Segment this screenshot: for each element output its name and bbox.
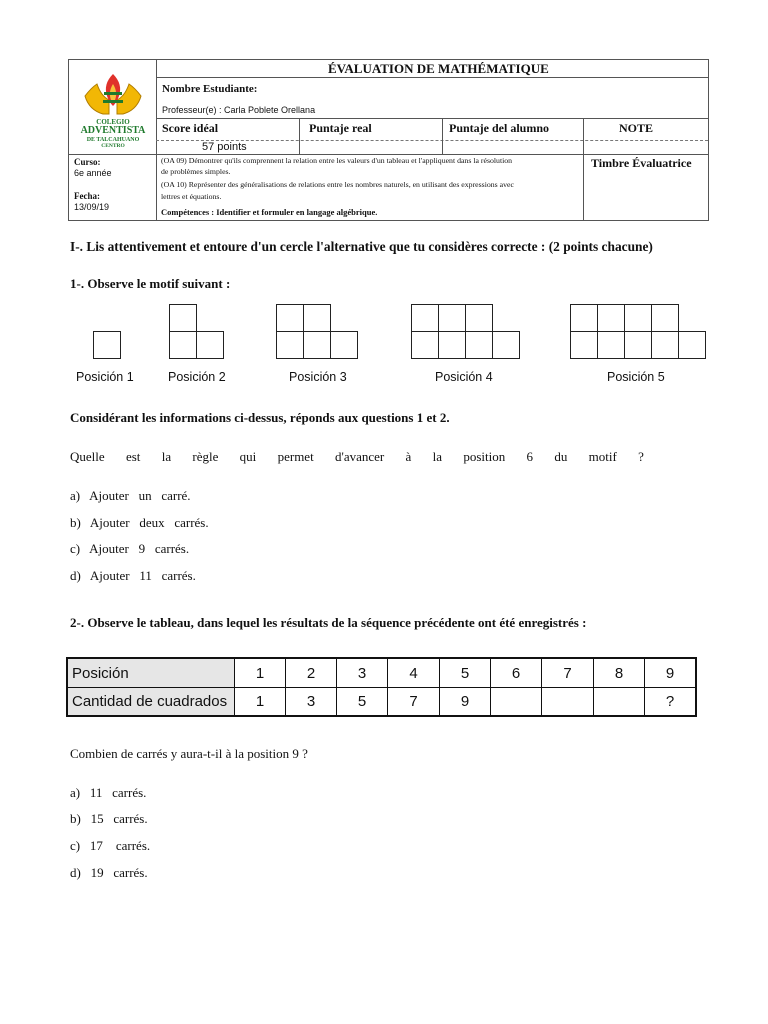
- answer-option-b[interactable]: b) Ajouter deux carrés.: [70, 515, 209, 530]
- answer-option-d[interactable]: d) Ajouter 11 carrés.: [70, 568, 196, 583]
- table-cell: 6: [511, 664, 521, 682]
- curso-label: Curso:: [74, 157, 101, 167]
- table-row-label: Posición: [68, 659, 234, 687]
- fecha-label: Fecha:: [74, 191, 100, 201]
- pattern-square: [438, 331, 466, 359]
- score-value: 57 points: [202, 141, 247, 153]
- question-2-text: Combien de carrés y aura-t-il à la position 9 ?: [70, 746, 308, 761]
- logo-line: ADVENTISTA: [80, 125, 146, 136]
- pattern-square: [196, 331, 224, 359]
- objective-oa10-cont: lettres et équations.: [161, 192, 222, 201]
- pattern-square: [570, 304, 598, 332]
- table-cell-blank[interactable]: [542, 688, 593, 715]
- table-cell-blank[interactable]: [594, 688, 644, 715]
- table-cell: 3: [306, 693, 316, 710]
- question-word: permet: [277, 449, 314, 464]
- pattern-square: [624, 331, 652, 359]
- pattern-square: [492, 331, 520, 359]
- question-word: est: [125, 449, 141, 464]
- table-row-label: Cantidad de cuadrados: [68, 688, 234, 715]
- pattern-square: [651, 331, 679, 359]
- table-cell: 8: [614, 664, 624, 682]
- table-cell: 5: [460, 664, 470, 682]
- question-1-heading: 1-. Observe le motif suivant :: [70, 276, 231, 291]
- pattern-square: [169, 331, 197, 359]
- answer-option-a[interactable]: a) 11 carrés.: [70, 785, 147, 800]
- score-ideal-header: Score idéal: [162, 121, 219, 135]
- pattern-square: [624, 304, 652, 332]
- pattern-square: [597, 304, 625, 332]
- table-cell: 5: [357, 693, 367, 710]
- curso-value: 6e année: [74, 168, 112, 178]
- pattern-square: [276, 304, 304, 332]
- answer-option-b[interactable]: b) 15 carrés.: [70, 811, 148, 826]
- pattern-square: [169, 304, 197, 332]
- question-word: Quelle: [70, 449, 105, 464]
- logo-line: CENTRO: [101, 143, 125, 149]
- question-1-text: [70, 449, 644, 465]
- objective-oa09-cont: de problèmes simples.: [161, 167, 231, 176]
- table-cell: 7: [563, 664, 572, 682]
- answer-option-c[interactable]: c) Ajouter 9 carrés.: [70, 541, 190, 556]
- pattern-square: [597, 331, 625, 359]
- table-cell: 9: [460, 693, 470, 710]
- section-instructions: I-. Lis attentivement et entoure d'un cercle l'alternative que tu considères correcte : (2 points chacune): [70, 239, 653, 254]
- question-word: qui: [239, 449, 257, 464]
- timbre-evaluatrice: Timbre Évaluatrice: [591, 156, 692, 170]
- pattern-square: [651, 304, 679, 332]
- puntaje-alumno-header: Puntaje del alumno: [449, 121, 550, 135]
- results-table: [66, 657, 697, 717]
- answer-option-a[interactable]: a) Ajouter un carré.: [70, 488, 191, 503]
- position-label: Posición 4: [435, 370, 493, 384]
- table-cell: 9: [665, 664, 675, 682]
- table-cell: 1: [255, 693, 265, 710]
- table-cell: 1: [255, 664, 265, 682]
- pattern-square: [438, 304, 466, 332]
- answer-option-c[interactable]: c) 17 carrés.: [70, 838, 151, 853]
- question-word: 6: [526, 449, 534, 464]
- pattern-square: [303, 331, 331, 359]
- position-label: Posición 1: [76, 370, 134, 384]
- pattern-square: [465, 304, 493, 332]
- question-word: règle: [192, 449, 219, 464]
- table-cell-blank[interactable]: [491, 688, 541, 715]
- question-word: la: [161, 449, 172, 464]
- pattern-square: [276, 331, 304, 359]
- question-word: la: [432, 449, 443, 464]
- pattern-square: [411, 304, 439, 332]
- square-pattern: [0, 0, 768, 400]
- logo-line: COLEGIO: [96, 118, 130, 126]
- question-word: à: [405, 449, 412, 464]
- pattern-square: [93, 331, 121, 359]
- puntaje-real-header: Puntaje real: [309, 121, 372, 135]
- table-cell: 4: [409, 664, 418, 682]
- question-word: motif: [588, 449, 617, 464]
- competences: Compétences : Identifier et formuler en langage algébrique.: [161, 207, 378, 217]
- teacher-name: Professeur(e) : Carla Poblete Orellana: [162, 105, 316, 115]
- fecha-value: 13/09/19: [74, 202, 110, 212]
- position-label: Posición 5: [607, 370, 665, 384]
- position-label: Posición 3: [289, 370, 347, 384]
- pattern-square: [330, 331, 358, 359]
- pattern-square: [303, 304, 331, 332]
- context-statement: Considérant les informations ci-dessus, réponds aux questions 1 et 2.: [70, 410, 450, 425]
- table-cell: 7: [409, 693, 418, 710]
- pattern-square: [570, 331, 598, 359]
- pattern-square: [465, 331, 493, 359]
- student-name-label: Nombre Estudiante:: [162, 83, 258, 95]
- table-cell: ?: [665, 693, 675, 710]
- note-header: NOTE: [619, 121, 654, 135]
- pattern-square: [678, 331, 706, 359]
- table-cell: 3: [357, 664, 367, 682]
- question-word: d'avancer: [334, 449, 385, 464]
- question-word: du: [554, 449, 568, 464]
- page-title: ÉVALUATION DE MATHÉMATIQUE: [328, 61, 549, 76]
- question-word: position: [463, 449, 506, 464]
- logo-line: DE TALCAHUANO: [86, 137, 140, 143]
- question-word: ?: [638, 449, 644, 464]
- table-cell: 2: [306, 664, 316, 682]
- answer-option-d[interactable]: d) 19 carrés.: [70, 865, 148, 880]
- position-label: Posición 2: [168, 370, 226, 384]
- question-2-heading: 2-. Observe le tableau, dans lequel les résultats de la séquence précédente ont été enregistrés :: [70, 615, 587, 630]
- pattern-square: [411, 331, 439, 359]
- objective-oa09: (OA 09) Démontrer qu'ils comprennent la relation entre les valeurs d'un tableau et l'appliquent dans la résolution: [161, 156, 513, 165]
- objective-oa10: (OA 10) Représenter des généralisations de relations entre les nombres naturels, en utilisant des expressions avec: [161, 180, 514, 189]
